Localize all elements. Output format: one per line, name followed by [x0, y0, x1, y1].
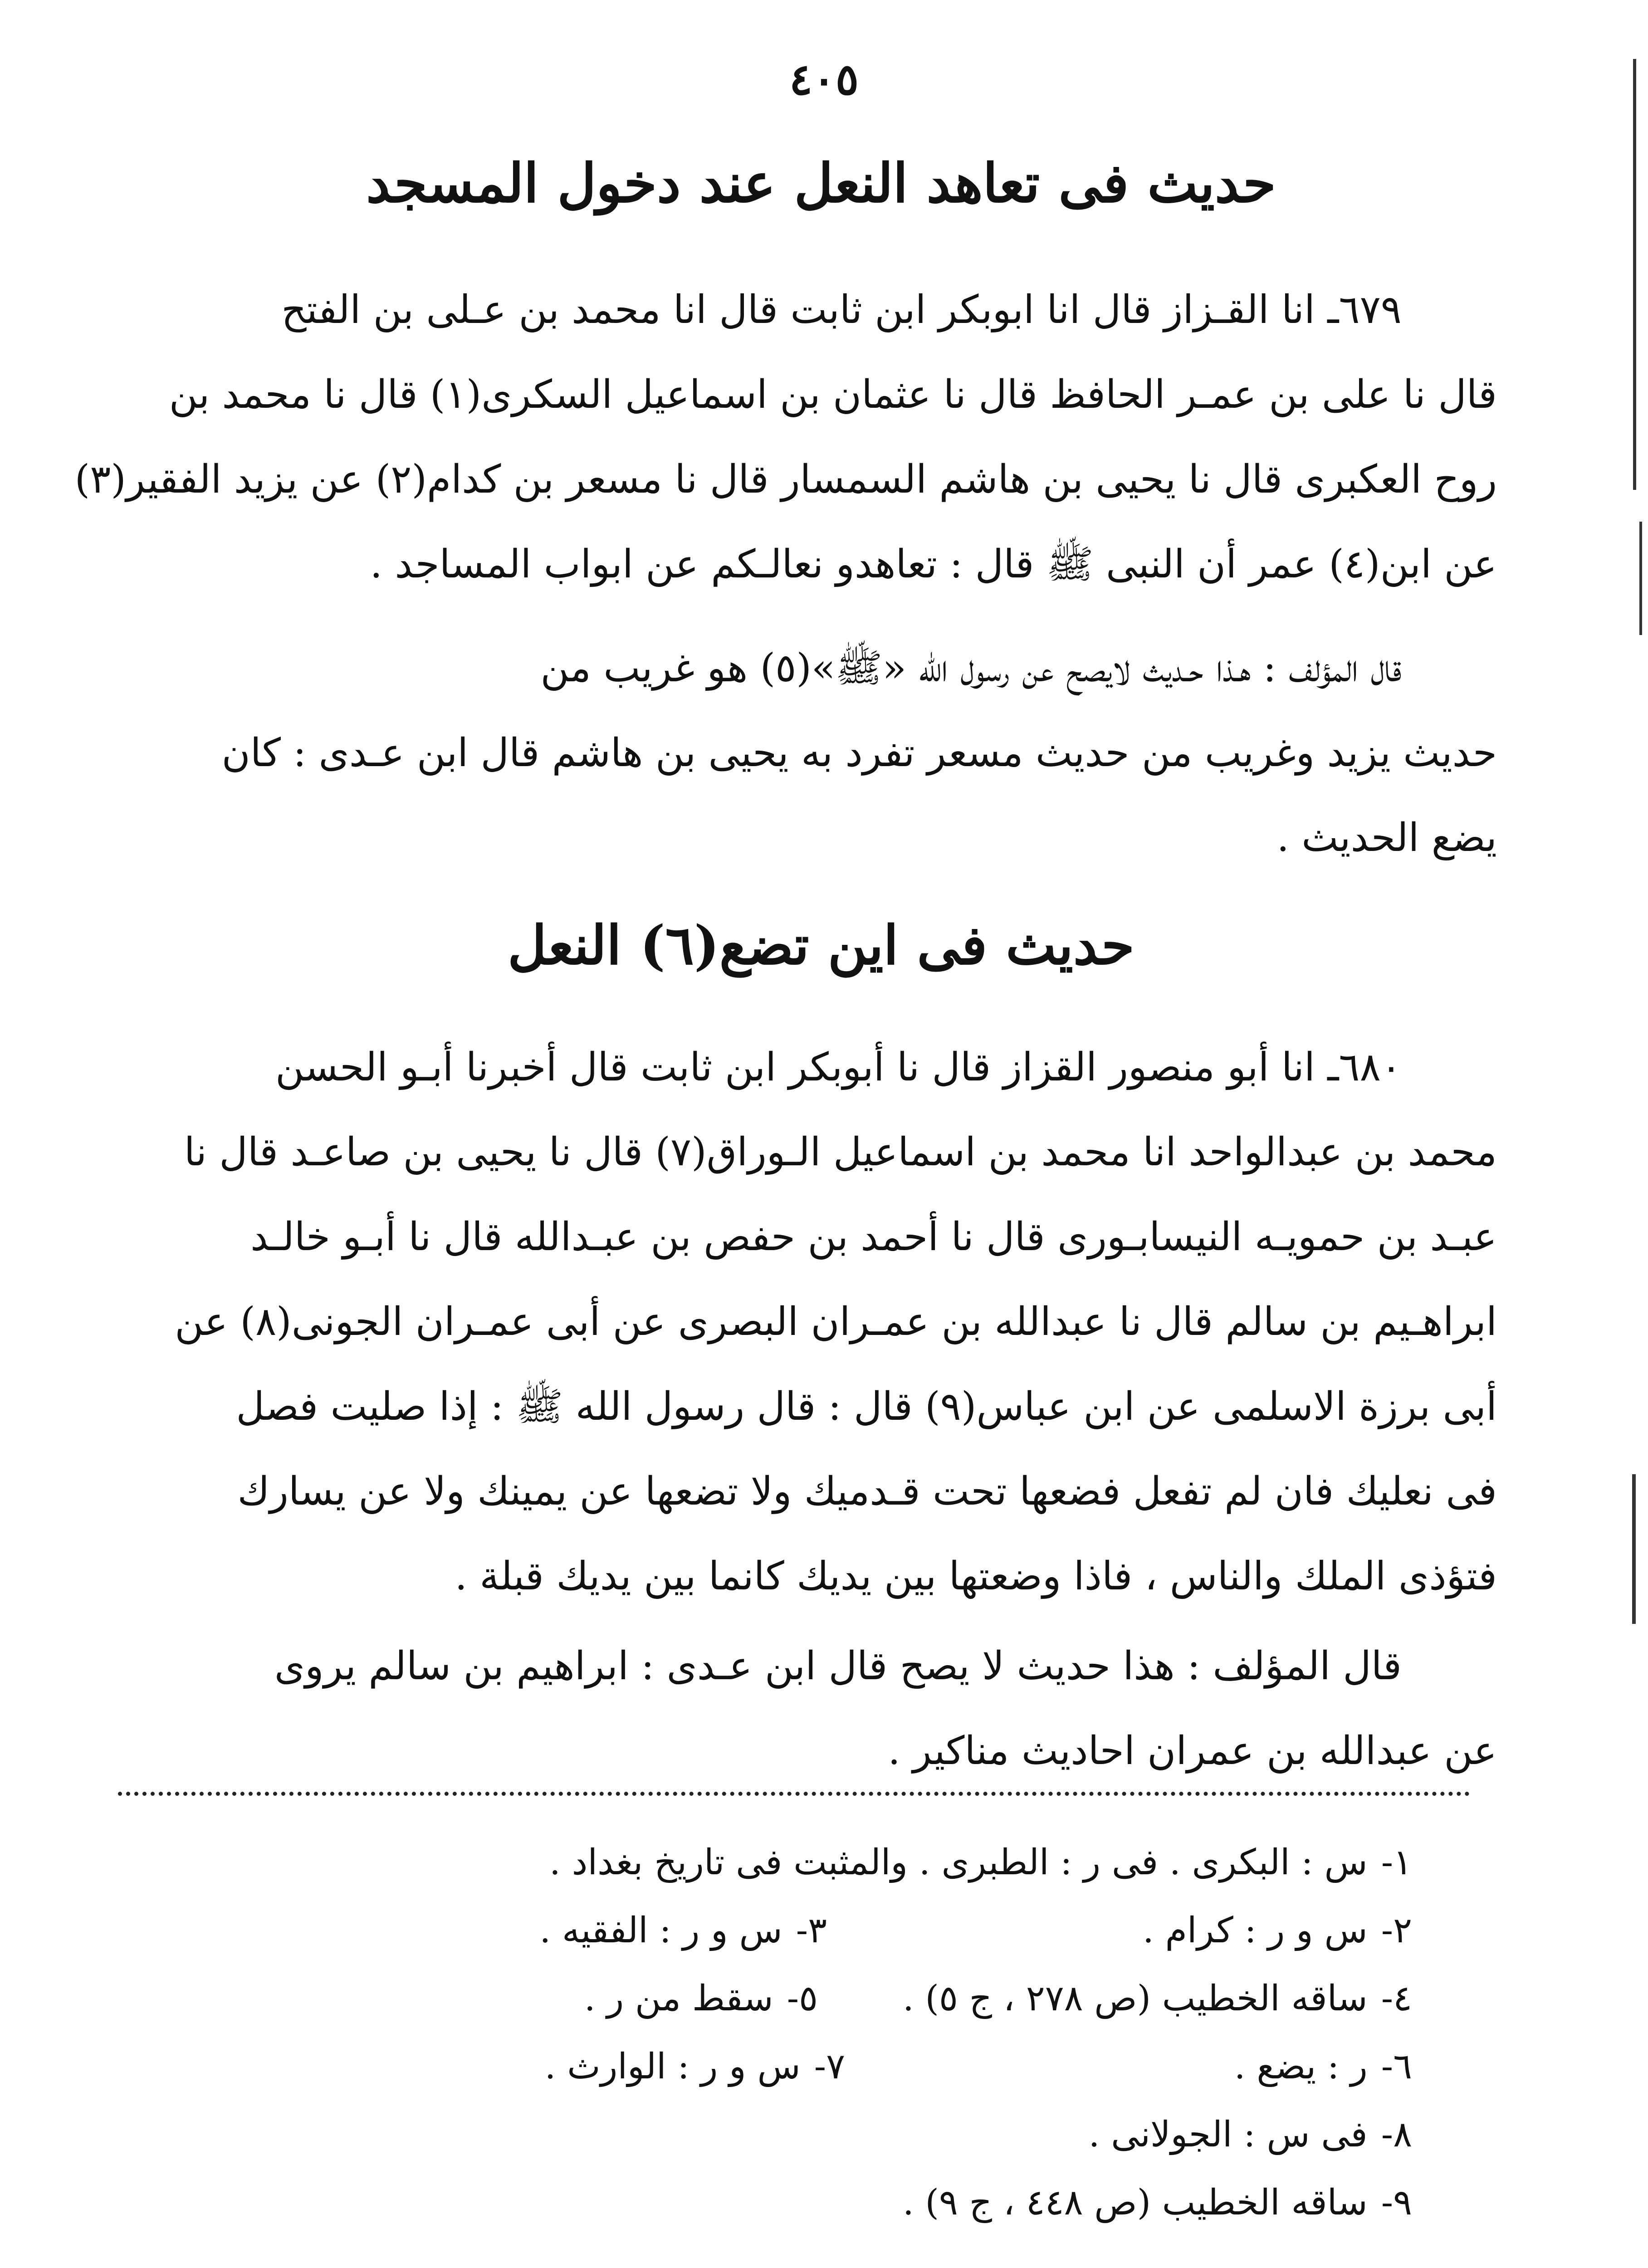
- hadith-679: [74, 268, 1497, 607]
- hadith-680: [113, 1025, 1497, 1619]
- footnote-text: ساقه الخطيب (ص ٤٤٨ ، ج ٩) .: [902, 2182, 1368, 2223]
- text-line: عبـد بن حمويـه النيسابـورى قال نا أحمد بن حفص بن عبـدالله قال نا أبـو خالـد: [250, 1214, 1497, 1260]
- section-heading-1: حديث فى تعاهد النعل عند دخول المسجد: [366, 152, 1276, 215]
- footnote-number: ٦-: [1381, 2046, 1412, 2087]
- text-line: قال المؤلف : هذا حديث لا يصح قال ابن عـدى : ابراهيم بن سالم يروى: [274, 1643, 1402, 1689]
- page-number: ٤٠٥: [789, 54, 859, 105]
- text-line: أبى برزة الاسلمى عن ابن عباس(٩) قال : قال رسول الله ﷺ : إذا صليت فصل: [236, 1384, 1497, 1429]
- footnote-text: س و ر : الوارث .: [544, 2046, 801, 2087]
- footnote-9: [903, 2182, 1412, 2224]
- footnote-text: ر : يضع .: [1234, 2046, 1368, 2087]
- footnote-number: ٧-: [814, 2046, 845, 2087]
- footnote-text: فى س : الجولانى .: [1088, 2114, 1368, 2155]
- text-line: ٦٧٩ـ انا القـزاز قال انا ابوبكر ابن ثابت قال انا محمد بن عـلى بن الفتح: [281, 287, 1402, 332]
- footnote-text: سقط من ر .: [584, 1978, 773, 2019]
- footnote-7: [545, 2046, 845, 2088]
- footnote-divider: [118, 1792, 1470, 1796]
- scan-edge-line: [1639, 522, 1642, 635]
- footnote-text: س و ر : كرام .: [1143, 1910, 1368, 1951]
- footnote-5: [584, 1978, 818, 2020]
- footnote-text: س : البكرى . فى ر : الطبرى . والمثبت فى تاريخ بغداد .: [549, 1842, 1368, 1883]
- footnote-number: ٨-: [1381, 2114, 1412, 2155]
- text-line: فتؤذى الملك والناس ، فاذا وضعتها بين يديك كانما بين يديك قبلة .: [455, 1554, 1497, 1599]
- footnote-8: [1089, 2114, 1412, 2156]
- footnote-number: ١-: [1381, 1842, 1412, 1883]
- footnote-3: [539, 1910, 827, 1952]
- text-line: ٦٨٠ـ انا أبو منصور القزاز قال نا أبوبكر ابن ثابت قال أخبرنا أبـو الحسن: [275, 1045, 1402, 1090]
- text-line: ابراهـيم بن سالم قال نا عبدالله بن عمـران البصرى عن أبى عمـران الجونى(٨) عن: [175, 1299, 1497, 1344]
- text-line: عن عبدالله بن عمران احاديث مناكير .: [888, 1728, 1497, 1774]
- text-line: قال المؤلف : هـذا حـديث لايصح عن رسول الله «ﷺ»(٥) هو غريب من: [540, 645, 1402, 691]
- text-line: عن ابن(٤) عمر أن النبى ﷺ قال : تعاهدو نعالـكم عن ابواب المساجد .: [370, 542, 1497, 587]
- author-comment-1: [113, 626, 1497, 880]
- footnote-number: ٥-: [787, 1978, 818, 2019]
- text-line: روح العكبرى قال نا يحيى بن هاشم السمسار قال نا مسعر بن كدام(٢) عن يزيد الفقير(٣): [74, 457, 1497, 502]
- footnote-number: ٤-: [1381, 1978, 1412, 2019]
- scan-edge-line: [1632, 1474, 1636, 1624]
- footnote-text: ساقه الخطيب (ص ٢٧٨ ، ج ٥) .: [902, 1978, 1368, 2019]
- text-line: محمد بن عبدالواحد انا محمد بن اسماعيل الـوراق(٧) قال نا يحيى بن صاعـد قال نا: [184, 1129, 1497, 1175]
- text-line: فى نعليك فان لم تفعل فضعها تحت قـدميك ولا تضعها عن يمينك ولا عن يسارك: [237, 1469, 1497, 1514]
- text-line: حديث يزيد وغريب من حديث مسعر تفرد به يحيى بن هاشم قال ابن عـدى : كان: [221, 730, 1497, 776]
- author-comment-2: [113, 1624, 1497, 1794]
- footnote-2: [1143, 1910, 1412, 1952]
- footnote-number: ٩-: [1381, 2182, 1412, 2223]
- footnote-6: [1234, 2046, 1412, 2088]
- footnote-number: ٢-: [1381, 1910, 1412, 1951]
- scan-edge-line: [1633, 59, 1636, 490]
- footnote-1: [549, 1842, 1412, 1884]
- footnote-number: ٣-: [796, 1910, 827, 1951]
- footnote-text: س و ر : الفقيه .: [539, 1910, 782, 1951]
- text-line: يضع الحديث .: [1276, 815, 1497, 860]
- footnote-4: [903, 1978, 1412, 2020]
- text-line: قال نا على بن عمـر الحافظ قال نا عثمان بن اسماعيل السكرى(١) قال نا محمد بن: [169, 372, 1497, 417]
- section-heading-2: حديث فى اين تضع(٦) النعل: [508, 914, 1135, 977]
